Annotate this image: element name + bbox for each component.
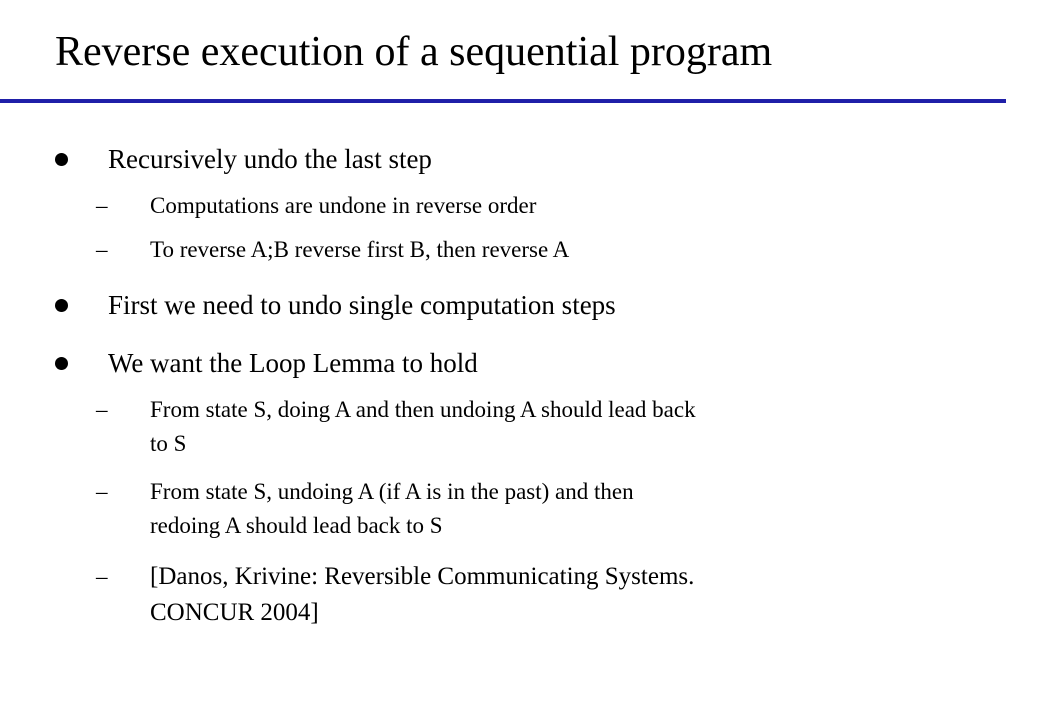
- sub-bullet-text-line2: redoing A should lead back to S: [150, 513, 443, 538]
- bullet-icon: [55, 357, 68, 370]
- dash-marker: –: [96, 193, 108, 218]
- sub-bullet-text-line1: From state S, undoing A (if A is in the past) and then: [150, 479, 634, 504]
- sub-bullet-text-line2: to S: [150, 431, 187, 456]
- bullet-text: First we need to undo single computation steps: [108, 290, 616, 320]
- bullet-icon: [55, 299, 68, 312]
- bullet-text: Recursively undo the last step: [108, 144, 432, 174]
- bullet-icon: [55, 153, 68, 166]
- slide-title: Reverse execution of a sequential program: [55, 29, 773, 75]
- title-underline: [0, 99, 1006, 103]
- sub-bullet-text: To reverse A;B reverse first B, then reverse A: [150, 237, 570, 262]
- dash-marker: –: [96, 479, 108, 504]
- sub-bullet-text-line1: From state S, doing A and then undoing A should lead back: [150, 397, 696, 422]
- sub-bullet-text-line1: [Danos, Krivine: Reversible Communicating Systems.: [150, 563, 695, 590]
- sub-bullet-text: Computations are undone in reverse order: [150, 193, 537, 218]
- dash-marker: –: [96, 564, 108, 589]
- dash-marker: –: [96, 237, 108, 262]
- bullet-text: We want the Loop Lemma to hold: [108, 348, 478, 378]
- dash-marker: –: [96, 397, 108, 422]
- sub-bullet-text-line2: CONCUR 2004]: [150, 599, 319, 626]
